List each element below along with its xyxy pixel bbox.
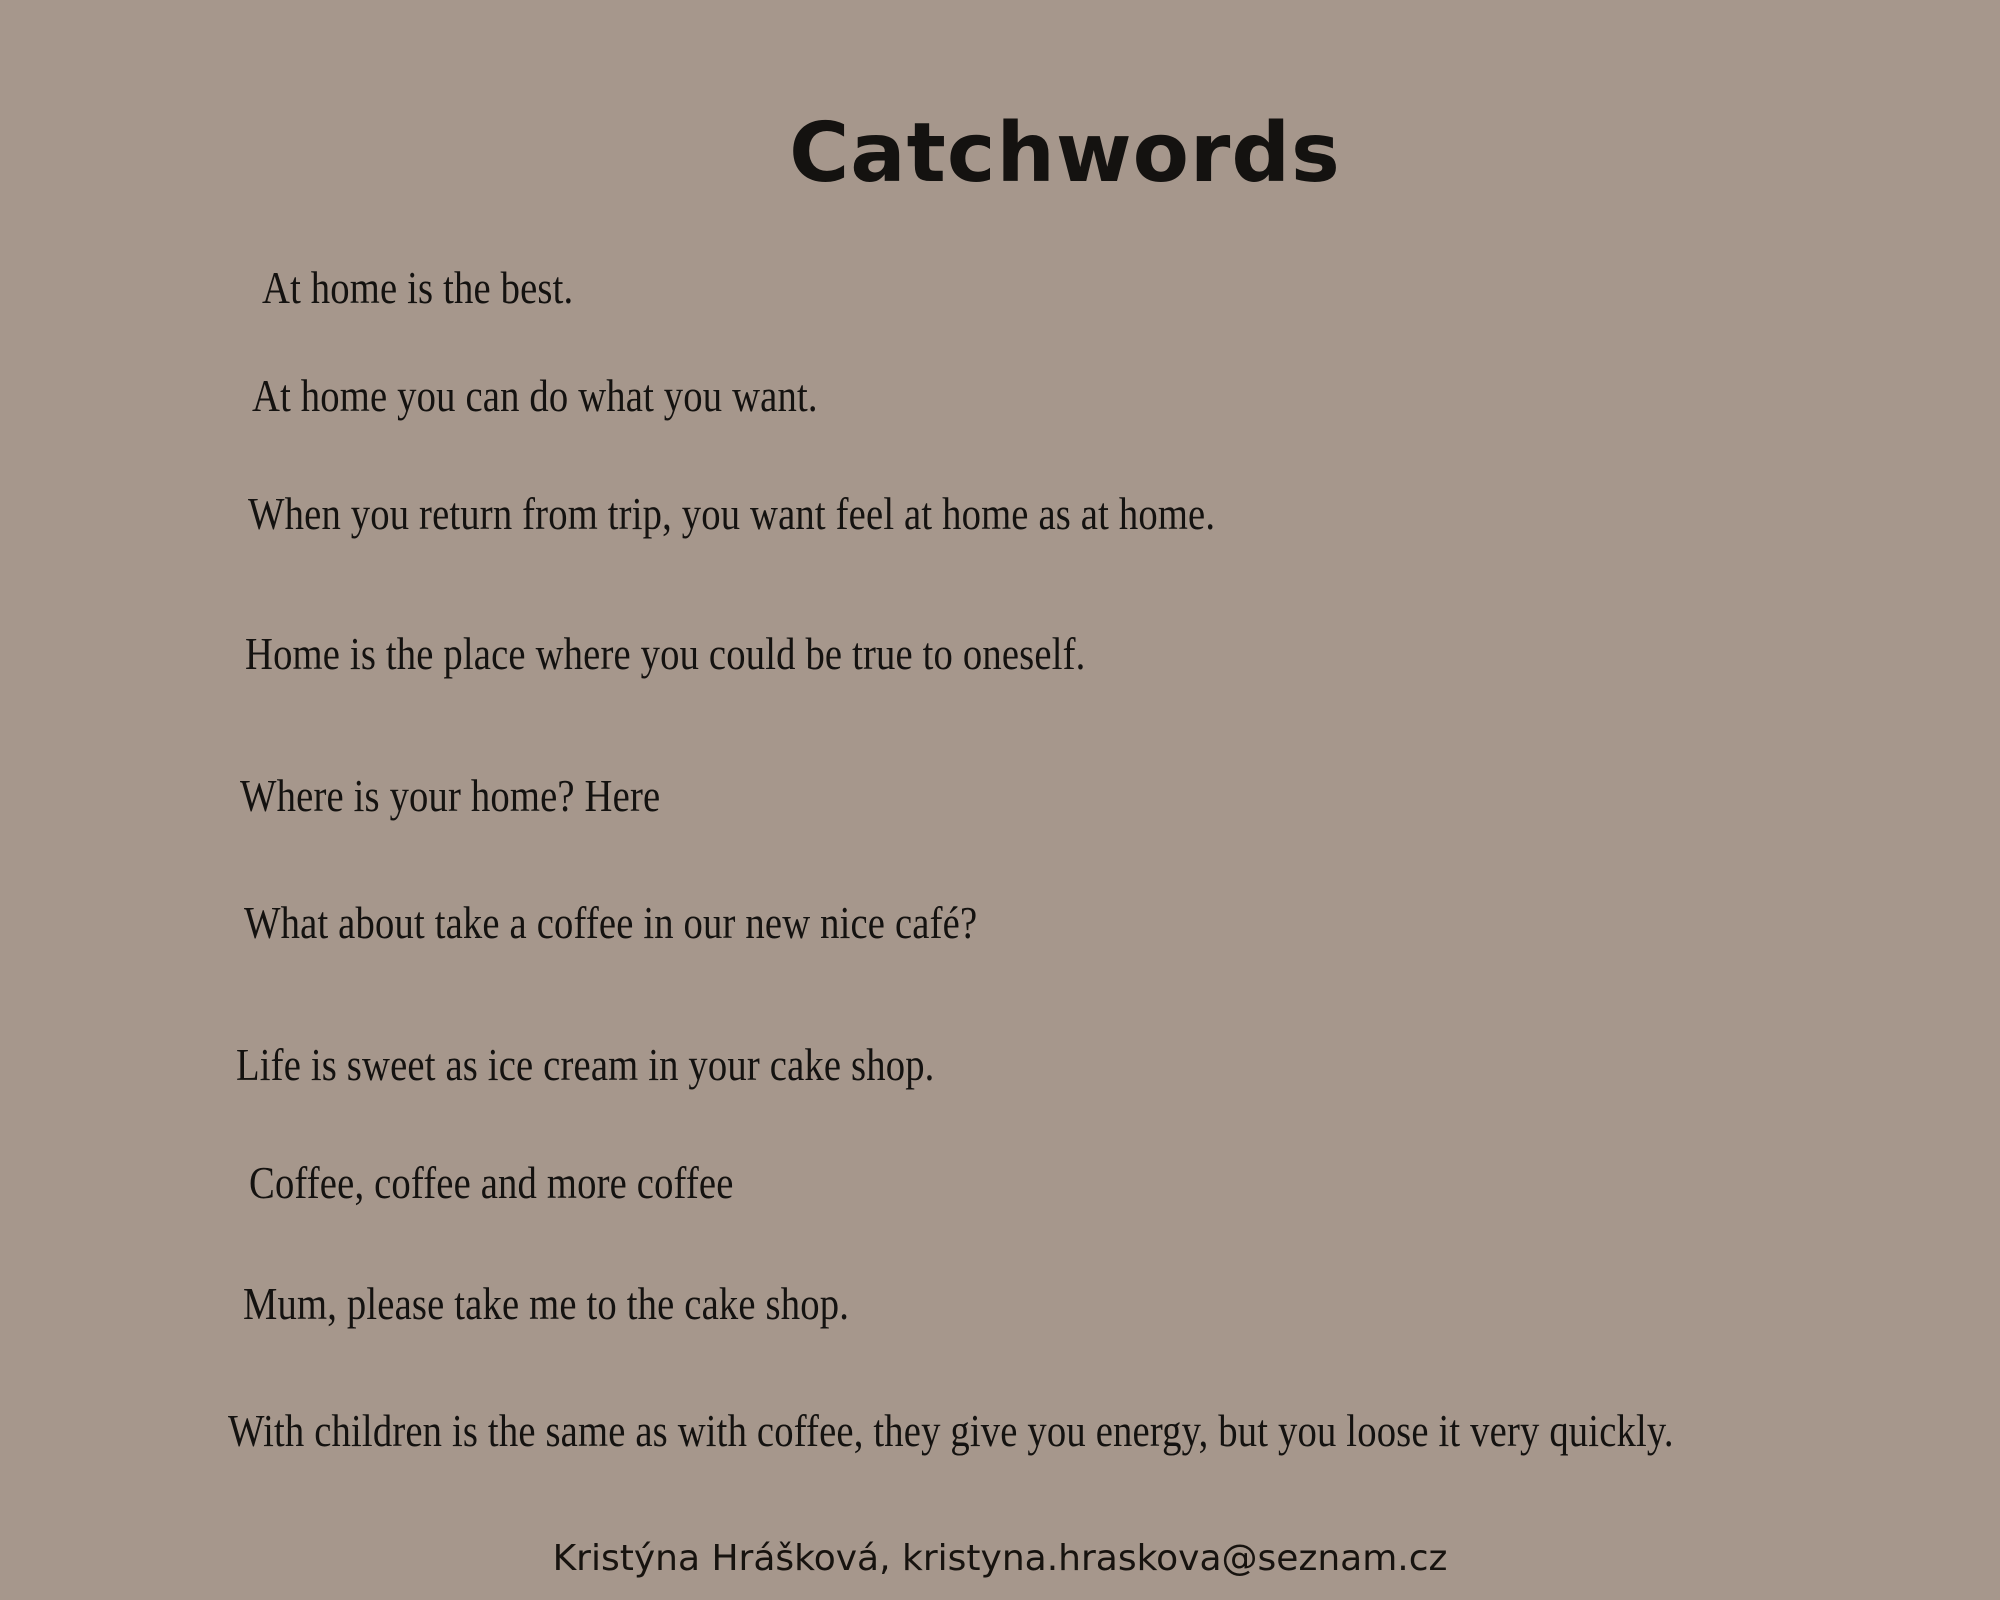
catchword-line: Mum, please take me to the cake shop. xyxy=(243,1278,850,1329)
catchword-line: At home you can do what you want. xyxy=(252,370,818,421)
page-title: Catchwords xyxy=(789,106,1341,201)
catchword-line: What about take a coffee in our new nice café? xyxy=(244,897,978,948)
catchword-line: At home is the best. xyxy=(262,262,574,313)
catchword-line: When you return from trip, you want feel at home as at home. xyxy=(248,488,1216,539)
catchword-line: Where is your home? Here xyxy=(240,770,661,821)
catchword-line: Home is the place where you could be true to oneself. xyxy=(245,628,1086,679)
catchword-line: Life is sweet as ice cream in your cake shop. xyxy=(236,1039,935,1090)
author-credit: Kristýna Hrášková, kristyna.hraskova@seznam.cz xyxy=(552,1538,1448,1579)
catchword-line: Coffee, coffee and more coffee xyxy=(249,1157,734,1208)
catchword-line: With children is the same as with coffee, they give you energy, but you loose it very quickly. xyxy=(228,1405,1674,1456)
